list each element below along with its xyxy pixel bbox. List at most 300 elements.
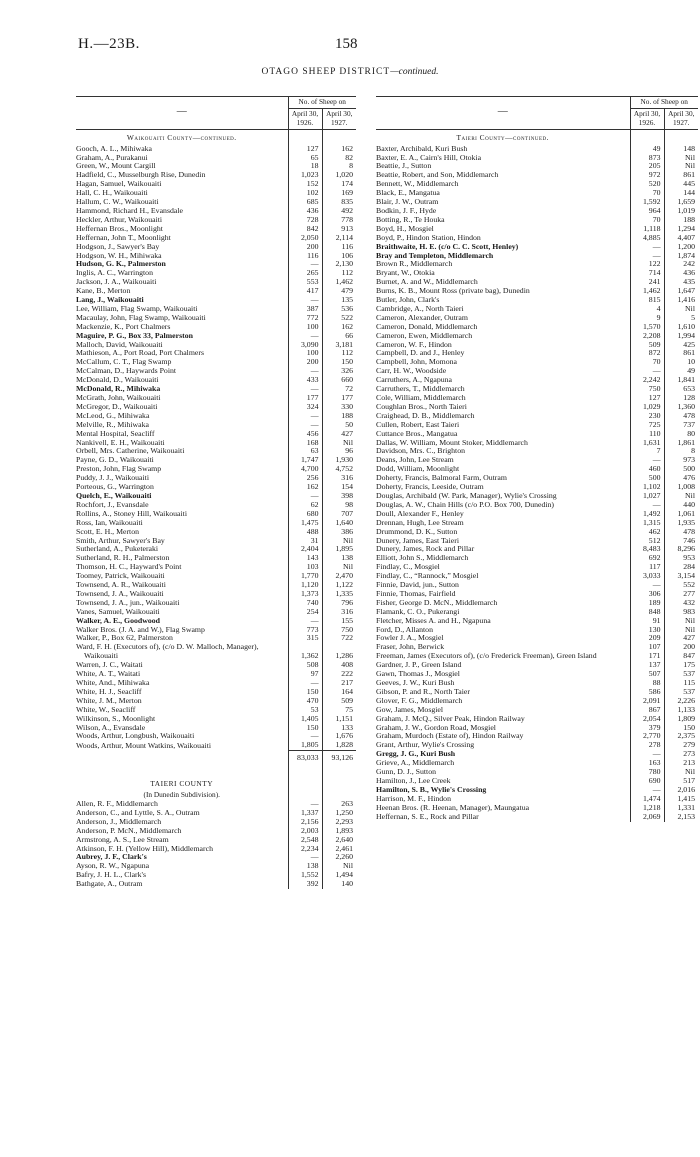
owner-name: Hagan, Samuel, Waikouaiti	[76, 179, 162, 189]
owner-name: Brown R., Middlemarch	[376, 259, 453, 269]
count-1927: 138	[322, 554, 356, 563]
count-1927: 425	[664, 341, 698, 350]
owner-name: Payne, G. D., Waikouaiti	[76, 455, 154, 465]
count-1927: 200	[664, 643, 698, 652]
count-1926: 2,091	[630, 697, 664, 706]
count-1927: 778	[322, 216, 356, 225]
name-column-header: —	[376, 97, 630, 130]
owner-name: Lee, William, Flag Swamp, Waikouaiti	[76, 303, 198, 313]
sheep-count-header: No. of Sheep on	[288, 97, 356, 109]
count-1927: 2,293	[322, 818, 356, 827]
owner-name: Bennett, W., Middlemarch	[376, 179, 459, 189]
owner-name: Dunery, James, Rock and Pillar	[376, 544, 475, 554]
count-1926: 122	[630, 260, 664, 269]
count-1927: 1,061	[664, 510, 698, 519]
count-1926: 100	[288, 323, 322, 332]
count-1926: 1,747	[288, 456, 322, 465]
count-1926: 102	[288, 189, 322, 198]
count-1926: 171	[630, 652, 664, 661]
owner-name: Boyd, P., Hindon Station, Hindon	[376, 232, 481, 242]
count-1926: —	[288, 732, 322, 741]
total-row	[76, 751, 356, 766]
count-1927: 8,296	[664, 545, 698, 554]
owner-name: Boyd, H., Mosgiel	[376, 223, 434, 233]
count-1927: 913	[322, 225, 356, 234]
name-column-header: —	[76, 97, 288, 130]
count-1926: 1,592	[630, 198, 664, 207]
owner-name: Dunery, James, East Taieri	[376, 535, 460, 545]
owner-name: Mental Hospital, Seacliff	[76, 428, 155, 438]
count-1927: 1,676	[322, 732, 356, 741]
count-1927: Nil	[664, 492, 698, 501]
owner-name: Inglis, A. C., Warrington	[76, 268, 153, 278]
count-1927: 3,154	[664, 572, 698, 581]
owner-name: Hamilton, J., Lee Creek	[376, 775, 451, 785]
count-1927: 316	[322, 608, 356, 617]
count-1927: Nil	[322, 537, 356, 546]
owner-name: Green, W., Mount Cargill	[76, 161, 156, 171]
count-1927: 2,375	[664, 732, 698, 741]
owner-name: Coughlan Bros., North Taieri	[376, 401, 467, 411]
owner-name: Hodgson, J., Sawyer's Bay	[76, 241, 160, 251]
empty-cell	[288, 129, 322, 144]
count-1927: 326	[322, 367, 356, 376]
owner-name: White, And., Mihiwaka	[76, 678, 150, 687]
empty-cell	[288, 791, 322, 800]
count-1927: 1,462	[322, 278, 356, 287]
owner-name: Grieve, A., Middlemarch	[376, 758, 455, 768]
count-1926: 2,404	[288, 545, 322, 554]
owner-name: Bodkin, J. F., Hyde	[376, 205, 437, 215]
count-1927: 1,861	[664, 439, 698, 448]
right-table-body	[376, 129, 698, 821]
count-1927: 2,114	[322, 234, 356, 243]
owner-name: Hamilton, S. B., Wylie's Crossing	[376, 784, 487, 794]
count-1926: 152	[288, 180, 322, 189]
owner-name: Findlay, C., “Rannock,” Mosgiel	[376, 571, 479, 581]
count-1926: 88	[630, 679, 664, 688]
count-1926: 848	[630, 608, 664, 617]
count-1926: 110	[630, 430, 664, 439]
count-1927: 1,415	[664, 795, 698, 804]
count-1926: 456	[288, 430, 322, 439]
count-1926: 1,102	[630, 483, 664, 492]
count-1926: 2,050	[288, 234, 322, 243]
count-1926: 714	[630, 269, 664, 278]
count-1927: 2,640	[322, 836, 356, 845]
count-1927: 1,935	[664, 519, 698, 528]
count-1927: 1,335	[322, 590, 356, 599]
count-1926: 1,315	[630, 519, 664, 528]
count-1927: 1,874	[664, 252, 698, 261]
count-1927: 432	[664, 599, 698, 608]
count-1927: 50	[322, 421, 356, 430]
total-1927: 93,126	[322, 751, 356, 766]
count-1926: 815	[630, 296, 664, 305]
count-1926: 1,474	[630, 795, 664, 804]
owner-name: Heffernan, S. E., Rock and Pillar	[376, 811, 479, 821]
owner-name: Fowler J. A., Mosgiel	[376, 633, 444, 643]
count-1926: 230	[630, 412, 664, 421]
count-1926: 65	[288, 154, 322, 163]
count-1926: 107	[630, 643, 664, 652]
count-1926: —	[288, 332, 322, 341]
owner-name: Walker Bros. (J. A. and W.), Flag Swamp	[76, 624, 205, 634]
owner-name: Allen, R. F., Middlemarch	[76, 798, 158, 808]
count-1927: Nil	[664, 154, 698, 163]
count-1926: 4,700	[288, 465, 322, 474]
count-1926: 2,003	[288, 827, 322, 836]
section-heading-row	[376, 129, 698, 144]
owner-name: Baxter, E. A., Cairn's Hill, Otokia	[376, 152, 482, 162]
count-1926: 70	[630, 216, 664, 225]
count-1927: 1,647	[664, 287, 698, 296]
count-1927: 2,153	[664, 813, 698, 822]
count-1926: 49	[630, 145, 664, 154]
page-title	[0, 67, 700, 77]
count-1927: 722	[322, 634, 356, 643]
owner-name: Gawn, Thomas J., Mosgiel	[376, 669, 460, 679]
count-1926: 520	[630, 180, 664, 189]
empty-cell	[322, 791, 356, 800]
right-table	[376, 96, 698, 822]
count-1926: 728	[288, 216, 322, 225]
owner-name: Cameron, Alexander, Outram	[376, 312, 468, 322]
count-1927: 112	[322, 269, 356, 278]
empty-cell	[322, 766, 356, 776]
count-1927: 861	[664, 349, 698, 358]
owner-name: McLeod, G., Mihiwaka	[76, 410, 150, 420]
section-heading: TAIERI COUNTY	[150, 779, 214, 789]
count-1927: 177	[322, 394, 356, 403]
owner-name: McCalman, D., Haywards Point	[76, 366, 177, 376]
owner-name: Hallum, C. W., Waikouaiti	[76, 197, 159, 207]
owner-name: Vanes, Samuel, Waikouaiti	[76, 606, 160, 616]
document-reference: H.—23B.	[78, 36, 140, 52]
count-1927: 133	[322, 724, 356, 733]
count-1927: 440	[664, 501, 698, 510]
count-1927: 66	[322, 332, 356, 341]
count-1927: 2,260	[322, 853, 356, 862]
count-1926: 692	[630, 554, 664, 563]
owner-name: McDonald, D., Waikouaiti	[76, 375, 159, 385]
count-1927: 155	[322, 617, 356, 626]
owner-name: Gibson, P. and R., North Taier	[376, 686, 470, 696]
count-1926: 773	[288, 626, 322, 635]
count-1927: 1,640	[322, 519, 356, 528]
count-1926: 436	[288, 207, 322, 216]
section-heading-row	[76, 129, 356, 144]
count-1926: —	[630, 243, 664, 252]
count-1927: 476	[664, 474, 698, 483]
count-1926: 462	[630, 528, 664, 537]
owner-name: Cullen, Robert, East Taieri	[376, 419, 460, 429]
count-1926: 512	[630, 537, 664, 546]
owner-name: McDonald, R., Mihiwaka	[76, 384, 161, 394]
count-1927: 1,494	[322, 871, 356, 880]
count-1926: 63	[288, 447, 322, 456]
owner-name: McCallum, C. T., Flag Swamp	[76, 357, 172, 367]
owner-name: White, H. J., Seacliff	[76, 686, 142, 696]
count-1926: —	[288, 800, 322, 809]
count-1926: 867	[630, 706, 664, 715]
owner-name: Hammond, Richard H., Evansdale	[76, 205, 183, 215]
owner-name: Campbell, John, Momona	[376, 357, 457, 367]
count-1927: Nil	[322, 439, 356, 448]
count-1926: 150	[288, 724, 322, 733]
count-1926: —	[288, 296, 322, 305]
table-row	[76, 643, 356, 661]
count-1927: 1,841	[664, 376, 698, 385]
count-1927: 148	[664, 145, 698, 154]
owner-name: Townsend, J. A., Waikouaiti	[76, 588, 164, 598]
owner-name: Hall, C. H., Waikouaiti	[76, 188, 148, 198]
owner-name: Fraser, John, Berwick	[376, 642, 445, 652]
count-1926: 680	[288, 510, 322, 519]
count-1927: 49	[664, 367, 698, 376]
count-1927: Nil	[322, 563, 356, 572]
count-1926: 972	[630, 171, 664, 180]
owner-name: Drummond, D. K., Sutton	[376, 526, 458, 536]
owner-name: Doherty, Francis, Leeside, Outram	[376, 482, 484, 492]
count-1927: 144	[664, 189, 698, 198]
owner-name: Bathgate, A., Outram	[76, 879, 143, 889]
owner-name: Anderson, C., and Lyttle, S. A., Outram	[76, 807, 200, 817]
owner-name: Bryant, W., Otokia	[376, 268, 435, 278]
count-1926: 177	[288, 394, 322, 403]
owner-name: Carruthers, T., Middlemarch	[376, 384, 465, 394]
count-1926: 256	[288, 474, 322, 483]
count-1927: 263	[322, 800, 356, 809]
owner-name: Nankivell, E. H., Waikouaiti	[76, 437, 165, 447]
count-1927: 3,181	[322, 341, 356, 350]
owner-name: McGrath, John, Waikouaiti	[76, 393, 161, 402]
count-1926: —	[630, 456, 664, 465]
count-1927: 2,470	[322, 572, 356, 581]
count-1927: Nil	[664, 617, 698, 626]
owner-name: Toomey, Patrick, Waikouaiti	[76, 571, 165, 581]
owner-name: Dodd, William, Moonlight	[376, 464, 460, 474]
count-1926: 750	[630, 385, 664, 394]
owner-name: Smith, Arthur, Sawyer's Bay	[76, 535, 165, 545]
count-1926: 7	[630, 447, 664, 456]
count-1926: 690	[630, 777, 664, 786]
count-1927: 1,200	[664, 243, 698, 252]
count-1926: —	[630, 750, 664, 759]
count-1926: —	[630, 786, 664, 795]
count-1926: —	[288, 260, 322, 269]
count-1926: 31	[288, 537, 322, 546]
count-1926: 137	[630, 661, 664, 670]
count-1927: 746	[664, 537, 698, 546]
count-1927: 135	[322, 296, 356, 305]
count-1927: 273	[664, 750, 698, 759]
count-1926: —	[288, 367, 322, 376]
empty-cell	[630, 129, 664, 144]
owner-name: Elliott, John S., Middlemarch	[376, 553, 469, 563]
count-1927: 75	[322, 706, 356, 715]
count-1926: 873	[630, 154, 664, 163]
owner-name: Burnet, A. and W., Middlemarch	[376, 277, 478, 287]
empty-cell	[288, 776, 322, 791]
empty-cell	[322, 776, 356, 791]
owner-name: Townsend, A. R., Waikouaiti	[76, 580, 166, 590]
count-1926: 265	[288, 269, 322, 278]
count-1927: 427	[664, 634, 698, 643]
owner-name: Warren, J. C., Waitati	[76, 660, 143, 670]
count-1927: 128	[664, 394, 698, 403]
owner-name: Macaulay, John, Flag Swamp, Waikouaiti	[76, 312, 206, 322]
count-1927: 1,008	[664, 483, 698, 492]
owner-name: Douglas, A. W., Chain Hills (c/o P.O. Box 700, Dunedin)	[376, 499, 555, 509]
right-column	[376, 96, 698, 822]
count-1927: 154	[322, 483, 356, 492]
count-1926: 488	[288, 528, 322, 537]
count-1927: 1,809	[664, 715, 698, 724]
owner-name: Gregg, J. G., Kuri Bush	[376, 749, 456, 759]
owner-name: Geeves, J. W., Kuri Bush	[376, 678, 455, 687]
count-1927: 478	[664, 528, 698, 537]
owner-name: Ross, Ian, Waikouaiti	[76, 517, 143, 527]
count-1926: 470	[288, 697, 322, 706]
count-1926: 1,462	[630, 287, 664, 296]
count-1926: 209	[630, 634, 664, 643]
owner-name: Drennan, Hugh, Lee Stream	[376, 517, 464, 527]
owner-name: Deans, John, Lee Stream	[376, 455, 454, 465]
count-1927: 492	[322, 207, 356, 216]
owner-name: Braithwaite, H. E. (c/o C. C. Scott, Henley)	[376, 241, 519, 251]
count-1926: 507	[630, 670, 664, 679]
count-1927: 861	[664, 171, 698, 180]
count-1927: 1,250	[322, 809, 356, 818]
count-1926: 387	[288, 305, 322, 314]
count-1926: 2,156	[288, 818, 322, 827]
count-1927: 213	[664, 759, 698, 768]
count-1926: —	[288, 617, 322, 626]
count-1927: 536	[322, 305, 356, 314]
count-1927: 1,151	[322, 715, 356, 724]
sheep-count-header: No. of Sheep on	[630, 97, 698, 109]
count-1926: 1,023	[288, 171, 322, 180]
table-row	[376, 813, 698, 822]
count-1926: 509	[630, 341, 664, 350]
count-1926: 586	[630, 688, 664, 697]
owner-name: Hodgson, W. H., Mihiwaka	[76, 250, 162, 260]
count-1927: 279	[664, 741, 698, 750]
count-1927: 522	[322, 314, 356, 323]
count-1926: 324	[288, 403, 322, 412]
count-1927: 1,895	[322, 545, 356, 554]
owner-name: Townsend, J. A., jun., Waikouaiti	[76, 597, 180, 607]
count-1927: 1,416	[664, 296, 698, 305]
count-1927: 80	[664, 430, 698, 439]
count-1927: 2,461	[322, 845, 356, 854]
count-1927: 2,226	[664, 697, 698, 706]
count-1926: 200	[288, 243, 322, 252]
col-1926-header: April 30, 1926.	[288, 108, 322, 129]
count-1926: 1,405	[288, 715, 322, 724]
count-1927: Nil	[664, 626, 698, 635]
count-1927: 653	[664, 385, 698, 394]
count-1927: 445	[664, 180, 698, 189]
count-1926: 2,069	[630, 813, 664, 822]
owner-name: Burns, K. B., Mount Ross (private bag), Dunedin	[376, 286, 530, 296]
count-1926: 2,234	[288, 845, 322, 854]
owner-name: Heckler, Arthur, Waikouaiti	[76, 214, 163, 224]
count-1926: 1,570	[630, 323, 664, 332]
count-1927: 1,610	[664, 323, 698, 332]
count-1927: 1,893	[322, 827, 356, 836]
left-column	[76, 96, 356, 889]
count-1927: 835	[322, 198, 356, 207]
count-1927: 72	[322, 385, 356, 394]
owner-name: Carr, H. W., Woodside	[376, 366, 447, 376]
count-1926: 872	[630, 349, 664, 358]
count-1927: 284	[664, 563, 698, 572]
count-1927: 1,331	[664, 804, 698, 813]
owner-name: Rochfort, J., Evansdale	[76, 499, 149, 509]
owner-name: White, J. M., Merton	[76, 695, 142, 705]
section-heading-row	[76, 776, 356, 791]
count-1927: 517	[664, 777, 698, 786]
count-1926: 1,029	[630, 403, 664, 412]
count-1926: 70	[630, 358, 664, 367]
owner-name: Maguire, P. G., Box 33, Palmerston	[76, 330, 193, 340]
count-1927: 1,122	[322, 581, 356, 590]
count-1926: 2,054	[630, 715, 664, 724]
owner-name: Walker, P., Box 62, Palmerston	[76, 633, 173, 643]
count-1927: 1,994	[664, 332, 698, 341]
owner-name: Gardner, J. P., Green Island	[376, 660, 462, 670]
count-1927: 500	[664, 465, 698, 474]
count-1926: 2,208	[630, 332, 664, 341]
count-1927: 2,016	[664, 786, 698, 795]
owner-name: Davidson, Mrs. C., Brighton	[376, 446, 466, 456]
count-1927: 174	[322, 180, 356, 189]
count-1926: 417	[288, 287, 322, 296]
owner-name: Graham, A., Purakanui	[76, 152, 148, 162]
owner-name: Gunn, D. J., Sutton	[376, 767, 436, 777]
col-1927-header: April 30, 1927.	[322, 108, 356, 129]
owner-name: Walker, A. E., Goodwood	[76, 615, 160, 625]
owner-name: Heenan Bros. (R. Heenan, Manager), Maungatua	[376, 802, 530, 812]
count-1926: 1,337	[288, 809, 322, 818]
count-1926: 138	[288, 862, 322, 871]
count-1926: 1,475	[288, 519, 322, 528]
owner-name: Mathieson, A., Port Road, Port Chalmers	[76, 348, 204, 358]
title-continued: —continued.	[390, 67, 439, 77]
col-1927-header: April 30, 1927.	[664, 108, 698, 129]
count-1926: 103	[288, 563, 322, 572]
owner-name: Anderson, J., Middlemarch	[76, 816, 162, 826]
owner-name: Melville, R., Mihiwaka	[76, 419, 149, 429]
count-1927: 106	[322, 252, 356, 261]
owner-name: Aubrey, J. F., Clark's	[76, 852, 147, 862]
owner-name: Wilkinson, S., Moonlight	[76, 713, 156, 723]
empty-cell	[322, 129, 356, 144]
owner-name: Doherty, Francis, Balmoral Farm, Outram	[376, 473, 507, 483]
owner-name: Beattie, J., Sutton	[376, 161, 432, 171]
owner-name: Graham, J. McQ., Silver Peak, Hindon Railway	[376, 713, 525, 723]
owner-name: Baxter, Archibald, Kuri Bush	[376, 143, 468, 153]
section-heading: (In Dunedin Subdivision).	[143, 790, 220, 800]
count-1926: 1,218	[630, 804, 664, 813]
count-1926: —	[288, 412, 322, 421]
count-1927: 707	[322, 510, 356, 519]
empty-cell	[664, 129, 698, 144]
count-1926: —	[288, 853, 322, 862]
owner-name: Flamank, C. O., Pukerangi	[376, 606, 460, 616]
